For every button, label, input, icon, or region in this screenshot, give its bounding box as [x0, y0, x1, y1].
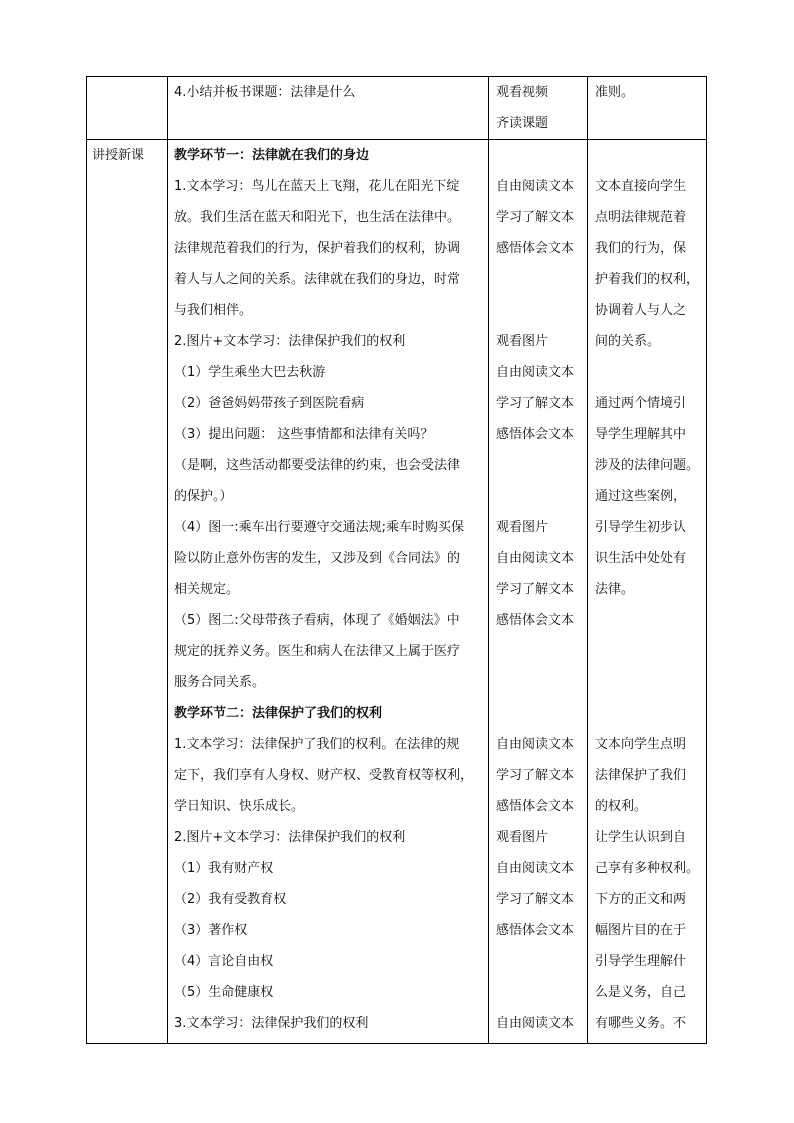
activity-line: [496, 140, 574, 171]
content-line: 1.文本学习：鸟儿在蓝天上飞翔，花儿在阳光下绽: [174, 179, 460, 194]
activity-line: 感悟体会文本: [496, 241, 575, 256]
table-bottom-border: [86, 1043, 707, 1044]
activity-line: 自由阅读文本: [496, 861, 575, 876]
intent-line: 法律。: [595, 582, 635, 597]
content-line: （3）提出问题： 这些事情都和法律有关吗？: [174, 427, 434, 442]
content-line: （5）生命健康权: [174, 985, 274, 1000]
content-line: （4）言论自由权: [174, 954, 274, 969]
activity-line: [496, 481, 574, 512]
intent-line: 协调着人与人之: [595, 303, 687, 318]
activity-line: 观看图片: [496, 520, 549, 535]
activity-line: 学习了解文本: [496, 892, 575, 907]
table-left-border: [86, 76, 87, 1044]
intent-line: 护着我们的权利，: [595, 272, 700, 287]
intent-line: 有哪些义务。不: [595, 1016, 687, 1031]
content-line: （是啊，这些活动都要受法律的约束，也会受法律: [174, 458, 461, 473]
content-line: （4）图一:乘车出行要遵守交通法规;乘车时购买保: [174, 520, 465, 535]
intent-line: [595, 140, 699, 171]
row1-content: 4.小结并板书课题：法律是什么: [174, 85, 356, 100]
col-divider-3: [587, 76, 588, 1044]
intent-line: 引导学生初步认: [595, 520, 687, 535]
content-line: 服务合同关系。: [174, 675, 266, 690]
intent-line: [595, 698, 699, 729]
activity-line: [496, 667, 574, 698]
intent-line: 法律保护了我们: [595, 768, 687, 783]
table-right-border: [706, 76, 707, 1044]
activity-line: 观看图片: [496, 830, 549, 845]
intent-line: 让学生认识到自: [595, 830, 687, 845]
intent-line: 识生活中处处有: [595, 551, 687, 566]
intent-line: 点明法律规范着: [595, 210, 687, 225]
activity-line: 感悟体会文本: [496, 923, 575, 938]
intent-line: 涉及的法律问题。: [595, 458, 700, 473]
intent-line: 通过两个情境引: [595, 396, 687, 411]
activity-line: 感悟体会文本: [496, 613, 575, 628]
col-divider-1: [167, 76, 168, 1044]
content-line: 与我们相伴。: [174, 303, 253, 318]
content-line: （5）图二:父母带孩子看病，体现了《婚姻法》中: [174, 613, 460, 628]
activity-line: 感悟体会文本: [496, 427, 575, 442]
intent-line: 幅图片目的在于: [595, 923, 687, 938]
content-line: 定下，我们享有人身权、财产权、受教育权等权利，: [174, 768, 474, 783]
activity-line: [496, 450, 574, 481]
content-line: 规定的抚养义务。医生和病人在法律又上属于医疗: [174, 644, 461, 659]
content-line: 放。我们生活在蓝天和阳光下，也生活在法律中。: [174, 210, 461, 225]
content-line: 的保护。）: [174, 489, 233, 504]
activity-line: 学习了解文本: [496, 210, 575, 225]
activity-line: [496, 946, 574, 977]
activity-line: 观看图片: [496, 334, 549, 349]
activity-line: 自由阅读文本: [496, 737, 575, 752]
intent-line: [595, 605, 699, 636]
row1-activity-line: 齐读课题: [496, 116, 549, 131]
content-line: （1）我有财产权: [174, 861, 274, 876]
intent-line: 引导学生理解什: [595, 954, 687, 969]
row2-activity: [496, 140, 574, 1039]
content-line: （2）爸爸妈妈带孩子到医院看病: [174, 396, 365, 411]
activity-line: 感悟体会文本: [496, 799, 575, 814]
intent-line: 通过这些案例，: [595, 489, 687, 504]
intent-line: 导学生理解其中: [595, 427, 687, 442]
activity-line: 自由阅读文本: [496, 551, 575, 566]
intent-line: 我们的行为，保: [595, 241, 687, 256]
content-line: 教学环节一：法律就在我们的身边: [174, 148, 370, 163]
content-line: 险以防止意外伤害的发生，又涉及到《合同法》的: [174, 551, 461, 566]
activity-line: 自由阅读文本: [496, 365, 575, 380]
intent-line: 己享有多种权利。: [595, 861, 700, 876]
activity-line: [496, 977, 574, 1008]
content-line: 相关规定。: [174, 582, 240, 597]
intent-line: 么是义务，自己: [595, 985, 687, 1000]
activity-line: 自由阅读文本: [496, 179, 575, 194]
row1-activity: [496, 77, 548, 139]
content-line: 3.文本学习：法律保护我们的权利: [174, 1016, 369, 1031]
content-line: 教学环节二：法律保护了我们的权利: [174, 706, 383, 721]
row1-intent: 准则。: [595, 85, 635, 100]
col-divider-2: [488, 76, 489, 1044]
content-line: 学日知识、快乐成长。: [174, 799, 305, 814]
activity-line: 自由阅读文本: [496, 1016, 575, 1031]
content-line: （2）我有受教育权: [174, 892, 287, 907]
row2-stage: 讲授新课: [92, 148, 145, 163]
intent-line: [595, 357, 699, 388]
activity-line: [496, 698, 574, 729]
intent-line: 文本直接向学生: [595, 179, 687, 194]
activity-line: [496, 264, 574, 295]
activity-line: 学习了解文本: [496, 396, 575, 411]
intent-line: 间的关系。: [595, 334, 661, 349]
activity-line: 学习了解文本: [496, 582, 575, 597]
lesson-plan-table: [86, 76, 707, 1044]
content-line: 2.图片+文本学习：法律保护我们的权利: [174, 830, 406, 845]
row1-activity-line: 观看视频: [496, 85, 549, 100]
activity-line: 学习了解文本: [496, 768, 575, 783]
content-line: 法律规范着我们的行为，保护着我们的权利，协调: [174, 241, 461, 256]
intent-line: [595, 636, 699, 667]
row2-intent: [595, 140, 699, 1039]
activity-line: [496, 636, 574, 667]
content-line: 着人与人之间的关系。法律就在我们的身边，时常: [174, 272, 461, 287]
intent-line: 下方的正文和两: [595, 892, 687, 907]
intent-line: 的权利。: [595, 799, 648, 814]
activity-line: [496, 295, 574, 326]
content-line: （1）学生乘坐大巴去秋游: [174, 365, 326, 380]
content-line: （3）著作权: [174, 923, 248, 938]
content-line: 1.文本学习：法律保护了我们的权利。在法律的规: [174, 737, 460, 752]
row2-content: [174, 140, 473, 1039]
intent-line: [595, 667, 699, 698]
content-line: 2.图片+文本学习：法律保护我们的权利: [174, 334, 406, 349]
intent-line: 文本向学生点明: [595, 737, 687, 752]
